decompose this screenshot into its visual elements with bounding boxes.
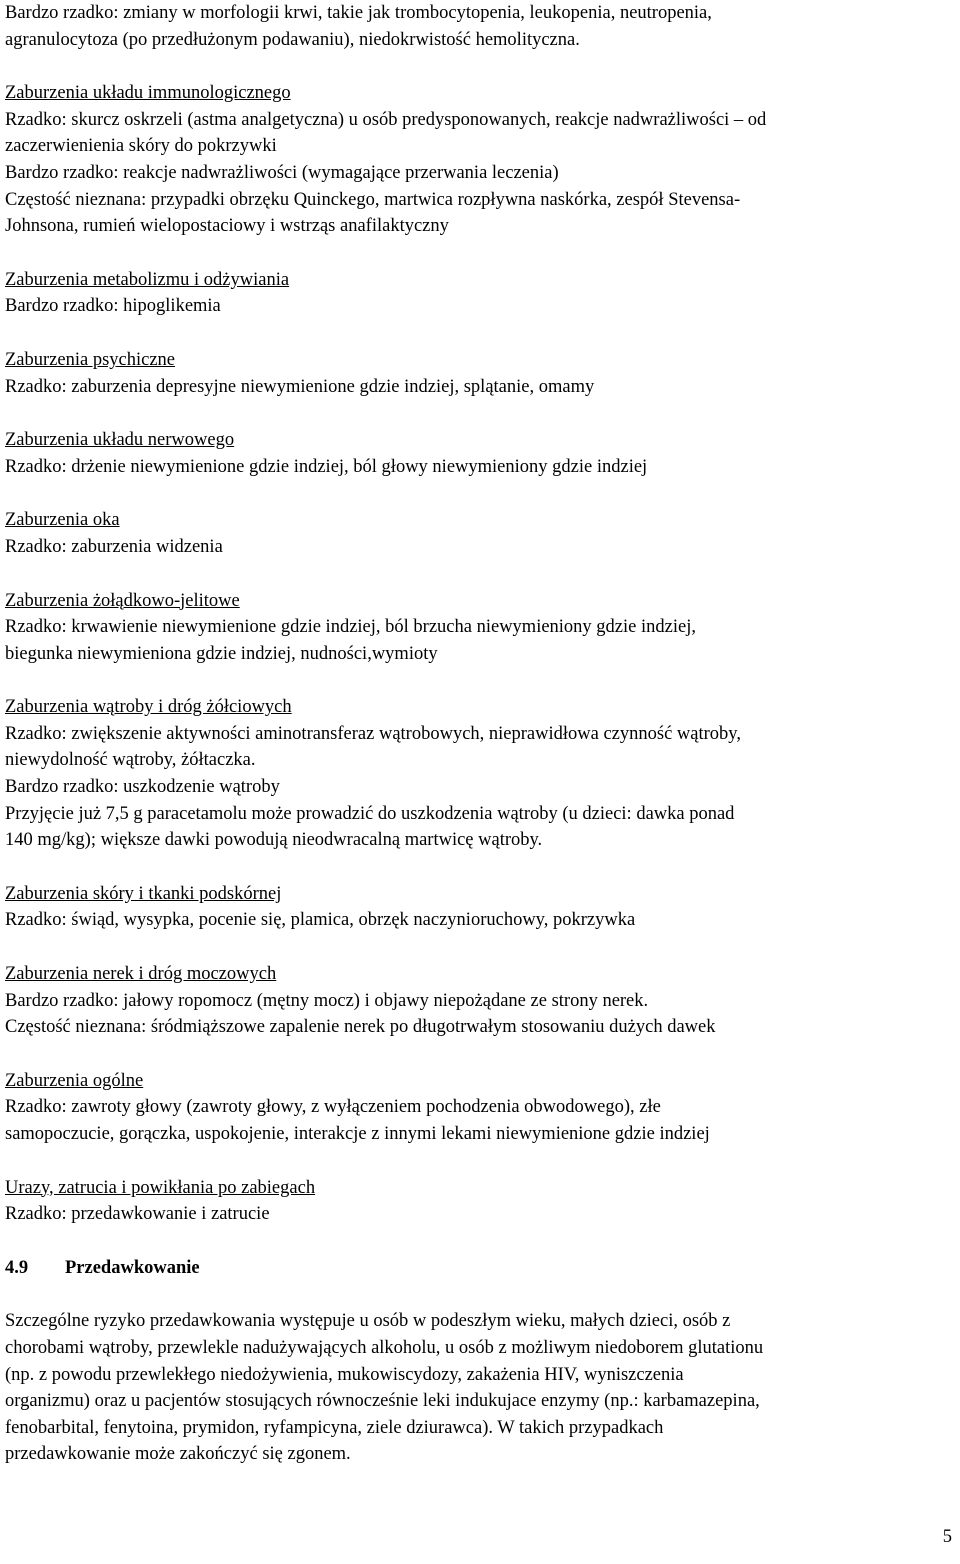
document-page [5, 0, 955, 1468]
overdose-paragraph [5, 1308, 955, 1468]
section-line: Rzadko: zwiększenie aktywności aminotransferaz wątrobowych, nieprawidłowa czynność wątroby, [5, 723, 741, 744]
section-number: 4.9 [5, 1257, 29, 1278]
section-line: 140 mg/kg); większe dawki powodują nieodwracalną martwicę wątroby. [5, 830, 543, 851]
spacer [5, 400, 955, 427]
section-line: Johnsona, rumień wielopostaciowy i wstrząs anafilaktyczny [5, 216, 449, 237]
overdose-line: chorobami wątroby, przewlekle nadużywających alkoholu, u osób z możliwym niedoborem glutationu [5, 1337, 764, 1358]
spacer [5, 561, 955, 588]
section-heading: Zaburzenia wątroby i dróg żółciowych [5, 697, 292, 718]
section-line: Bardzo rzadko: reakcje nadwrażliwości (wymagające przerwania leczenia) [5, 162, 559, 183]
spacer [5, 854, 955, 881]
section-heading: Zaburzenia skóry i tkanki podskórnej [5, 883, 282, 904]
section-line: Przyjęcie już 7,5 g paracetamolu może prowadzić do uszkodzenia wątroby (u dzieci: dawka ponad [5, 803, 735, 824]
spacer [5, 320, 955, 347]
overdose-line: Szczególne ryzyko przedawkowania występuje u osób w podeszłym wieku, małych dzieci, osób z [5, 1311, 731, 1332]
section-title: Przedawkowanie [65, 1257, 200, 1278]
section-line: samopoczucie, gorączka, uspokojenie, interakcje z innymi lekami niewymienione gdzie indziej [5, 1124, 710, 1144]
section-heading: Zaburzenia metabolizmu i odżywiania [5, 269, 290, 290]
spacer [5, 240, 955, 267]
spacer [5, 53, 955, 80]
spacer [5, 934, 955, 961]
section-line: Rzadko: drżenie niewymienione gdzie indziej, ból głowy niewymieniony gdzie indziej [5, 456, 648, 477]
intro-line: agranulocytoza (po przedłużonym podawaniu), niedokrwistość hemolityczna. [5, 29, 580, 50]
section-heading: Zaburzenia nerek i dróg moczowych [5, 964, 277, 985]
intro-line: Bardzo rzadko: zmiany w morfologii krwi, takie jak trombocytopenia, leukopenia, neutropenia, [5, 3, 712, 23]
section-line: Rzadko: świąd, wysypka, pocenie się, plamica, obrzęk naczynioruchowy, pokrzywka [5, 910, 636, 931]
section-line: Rzadko: przedawkowanie i zatrucie [5, 1204, 270, 1225]
overdose-line: przedawkowanie może zakończyć się zgonem. [5, 1444, 351, 1465]
spacer [5, 1041, 955, 1068]
section-heading: Zaburzenia ogólne [5, 1070, 144, 1091]
adverse-effects-sections [5, 80, 955, 1255]
overdose-line: organizmu) oraz u pacjentów stosujących równocześnie leki indukujace enzymy (np.: karbamazepina, [5, 1391, 760, 1412]
section-heading-4-9 [5, 1255, 955, 1282]
section-line: Bardzo rzadko: uszkodzenie wątroby [5, 777, 280, 798]
section-line: Częstość nieznana: śródmiąższowe zapalenie nerek po długotrwałym stosowaniu dużych dawek [5, 1017, 716, 1038]
spacer [5, 480, 955, 507]
overdose-line: (np. z powodu przewlekłego niedożywienia, mukowiscydozy, zakażenia HIV, wyniszczenia [5, 1364, 684, 1385]
spacer [5, 1281, 955, 1308]
section-heading: Zaburzenia żołądkowo-jelitowe [5, 590, 240, 611]
section-line: Rzadko: zaburzenia depresyjne niewymienione gdzie indziej, splątanie, omamy [5, 376, 595, 397]
section-line: Bardzo rzadko: hipoglikemia [5, 296, 221, 317]
overdose-line: fenobarbital, fenytoina, prymidon, ryfampicyna, ziele dziurawca). W takich przypadkach [5, 1417, 664, 1438]
spacer [5, 667, 955, 694]
section-line: Częstość nieznana: przypadki obrzęku Quinckego, martwica rozpływna naskórka, zespół Stevensa- [5, 189, 741, 210]
section-heading: Urazy, zatrucia i powikłania po zabiegach [5, 1177, 316, 1198]
section-line: biegunka niewymieniona gdzie indziej, nudności,wymioty [5, 643, 438, 664]
section-heading: Zaburzenia psychiczne [5, 349, 176, 370]
section-line: Rzadko: zaburzenia widzenia [5, 536, 223, 557]
section-line: zaczerwienienia skóry do pokrzywki [5, 136, 277, 157]
section-line: Rzadko: skurcz oskrzeli (astma analgetyczna) u osób predysponowanych, reakcje nadwrażliwości – od [5, 109, 767, 130]
section-line: Rzadko: krwawienie niewymienione gdzie indziej, ból brzucha niewymieniony gdzie indziej, [5, 617, 696, 638]
page-number: 5 [942, 1527, 952, 1547]
section-line: Bardzo rzadko: jałowy ropomocz (mętny mocz) i objawy niepożądane ze strony nerek. [5, 990, 649, 1011]
section-heading: Zaburzenia oka [5, 510, 120, 531]
spacer [5, 1228, 955, 1255]
section-heading: Zaburzenia układu nerwowego [5, 430, 235, 451]
spacer [5, 1148, 955, 1175]
section-line: niewydolność wątroby, żółtaczka. [5, 750, 256, 771]
section-heading: Zaburzenia układu immunologicznego [5, 83, 291, 104]
section-line: Rzadko: zawroty głowy (zawroty głowy, z wyłączeniem pochodzenia obwodowego), złe [5, 1097, 661, 1118]
